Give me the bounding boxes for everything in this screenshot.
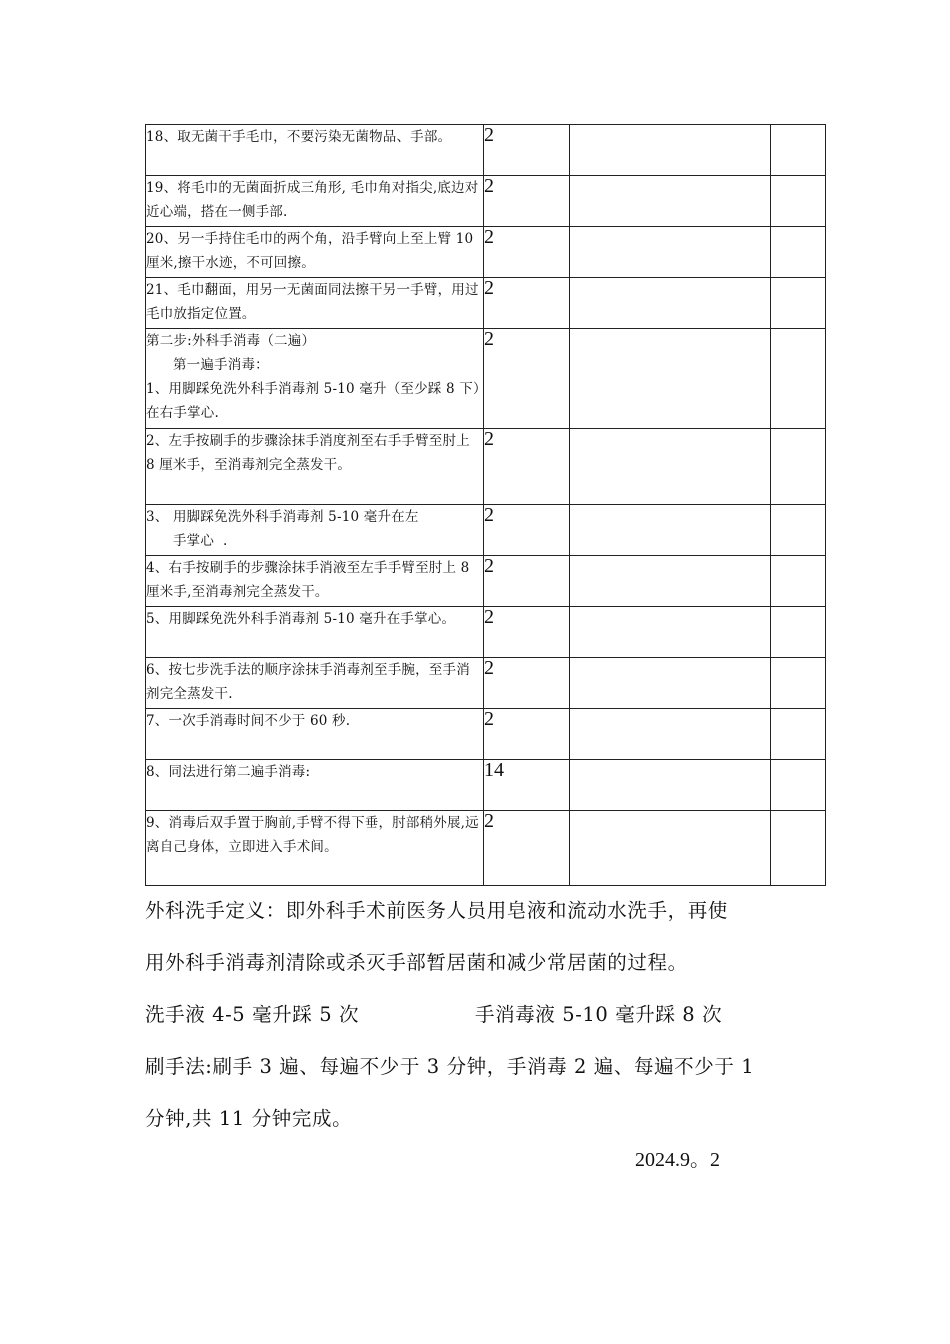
table-row	[146, 278, 826, 329]
step-description: 5、用脚踩免洗外科手消毒剂 5-10 毫升在手掌心。	[146, 607, 484, 658]
definition-line-1: 外科洗手定义：即外科手术前医务人员用皂液和流动水洗手，再使	[145, 899, 728, 922]
table-row	[146, 176, 826, 227]
disinfectant-dosage: 手消毒液 5-10 毫升踩 8 次	[475, 1003, 723, 1026]
table-row	[146, 429, 826, 505]
remark-cell	[771, 760, 826, 811]
step-description: 第二步:外科手消毒（二遍） 第一遍手消毒： 1、用脚踩免洗外科手消毒剂 5-10 毫升（至少踩 8 下）在右手掌心.	[146, 329, 484, 429]
table-row	[146, 760, 826, 811]
step-score: 2	[484, 658, 570, 709]
remark-cell	[771, 556, 826, 607]
deduction-cell	[570, 278, 771, 329]
score-table	[145, 124, 826, 886]
step-description: 3、 用脚踩免洗外科手消毒剂 5-10 毫升在左 手掌心 .	[146, 505, 484, 556]
remark-cell	[771, 125, 826, 176]
remark-cell	[771, 811, 826, 886]
deduction-cell	[570, 811, 771, 886]
remark-cell	[771, 329, 826, 429]
table-row	[146, 227, 826, 278]
deduction-cell	[570, 709, 771, 760]
table-row	[146, 709, 826, 760]
step-description: 8、同法进行第二遍手消毒:	[146, 760, 484, 811]
deduction-cell	[570, 556, 771, 607]
deduction-cell	[570, 329, 771, 429]
deduction-cell	[570, 760, 771, 811]
step-description: 2、左手按刷手的步骤涂抹手消度剂至右手手臂至肘上 8 厘米手，至消毒剂完全蒸发干。	[146, 429, 484, 505]
table-row	[146, 329, 826, 429]
deduction-cell	[570, 176, 771, 227]
step-score: 2	[484, 607, 570, 658]
remark-cell	[771, 607, 826, 658]
step-score: 2	[484, 811, 570, 886]
document-date: 2024.9。2	[635, 1149, 720, 1171]
remark-cell	[771, 709, 826, 760]
deduction-cell	[570, 429, 771, 505]
step-description: 9、消毒后双手置于胸前,手臂不得下垂，肘部稍外展,远离自己身体，立即进入手术间。	[146, 811, 484, 886]
deduction-cell	[570, 125, 771, 176]
step-description: 7、一次手消毒时间不少于 60 秒.	[146, 709, 484, 760]
remark-cell	[771, 505, 826, 556]
table-row	[146, 811, 826, 886]
definition-line-2: 用外科手消毒剂清除或杀灭手部暂居菌和减少常居菌的过程。	[145, 951, 688, 974]
step-description: 21、毛巾翻面，用另一无菌面同法擦干另一手臂，用过毛巾放指定位置。	[146, 278, 484, 329]
table-row	[146, 505, 826, 556]
table-row	[146, 556, 826, 607]
step-description: 4、右手按刷手的步骤涂抹手消液至左手手臂至肘上 8 厘米手,至消毒剂完全蒸发干。	[146, 556, 484, 607]
step-score: 2	[484, 227, 570, 278]
step-score: 2	[484, 125, 570, 176]
deduction-cell	[570, 658, 771, 709]
remark-cell	[771, 658, 826, 709]
score-table-body	[146, 125, 826, 886]
step-score: 2	[484, 429, 570, 505]
dosage-line	[145, 989, 825, 1041]
hand-wash-dosage: 洗手液 4-5 毫升踩 5 次	[145, 1003, 360, 1026]
method-line-2: 分钟,共 11 分钟完成。	[145, 1107, 353, 1130]
table-row	[146, 658, 826, 709]
step-description: 6、按七步洗手法的顺序涂抹手消毒剂至手腕，至手消剂完全蒸发干.	[146, 658, 484, 709]
remark-cell	[771, 227, 826, 278]
notes-section	[145, 885, 825, 1145]
step-score: 2	[484, 556, 570, 607]
step-description: 19、将毛巾的无菌面折成三角形, 毛巾角对指尖,底边对近心端，搭在一侧手部.	[146, 176, 484, 227]
step-score: 14	[484, 760, 570, 811]
step-score: 2	[484, 709, 570, 760]
step-score: 2	[484, 278, 570, 329]
step-score: 2	[484, 505, 570, 556]
remark-cell	[771, 429, 826, 505]
table-row	[146, 125, 826, 176]
step-score: 2	[484, 329, 570, 429]
remark-cell	[771, 176, 826, 227]
deduction-cell	[570, 607, 771, 658]
step-description: 18、取无菌干手毛巾，不要污染无菌物品、手部。	[146, 125, 484, 176]
step-description: 20、另一手持住毛巾的两个角，沿手臂向上至上臂 10 厘米,擦干水迹，不可回擦。	[146, 227, 484, 278]
remark-cell	[771, 278, 826, 329]
step-score: 2	[484, 176, 570, 227]
deduction-cell	[570, 505, 771, 556]
method-line-1: 刷手法:刷手 3 遍、每遍不少于 3 分钟，手消毒 2 遍、每遍不少于 1	[145, 1055, 755, 1078]
deduction-cell	[570, 227, 771, 278]
table-row	[146, 607, 826, 658]
